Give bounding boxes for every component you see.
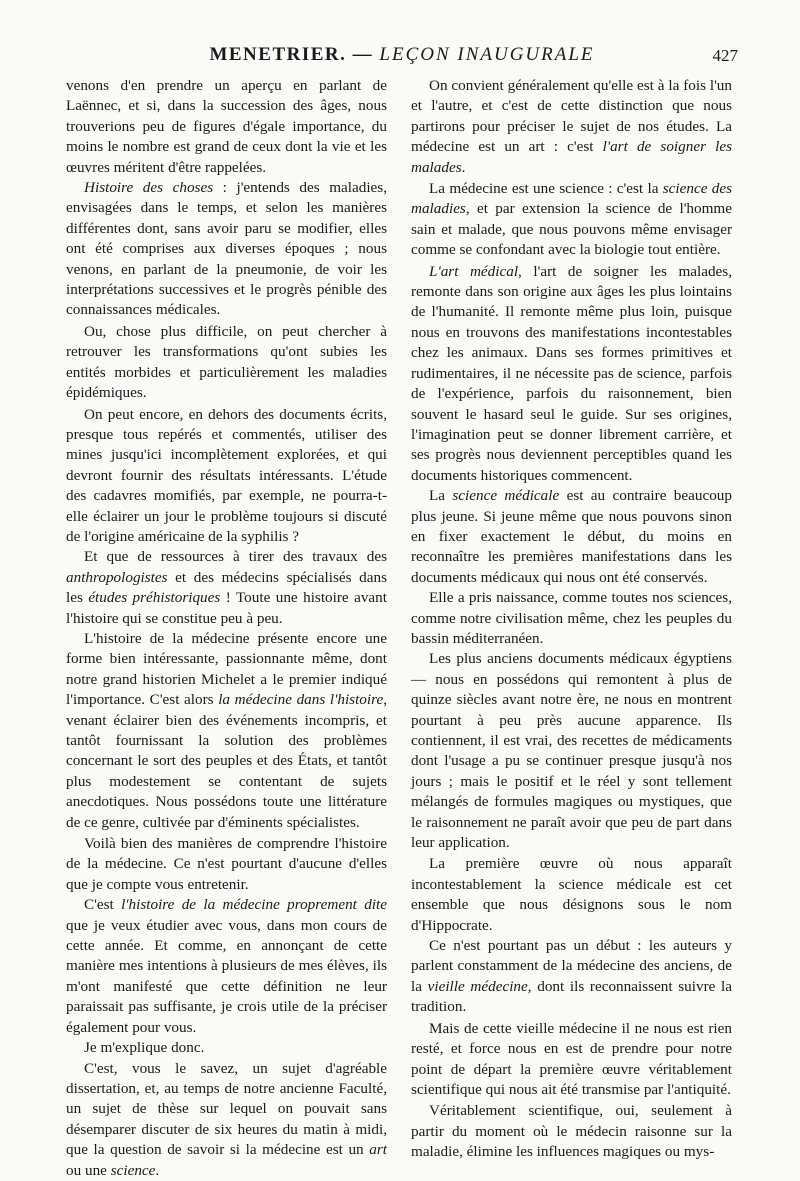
paragraph [411, 1019, 732, 1101]
text: Et que de ressources à tirer des travaux des [84, 548, 387, 566]
italic-text: L'art médical [429, 262, 519, 280]
text: ou une [66, 1161, 111, 1179]
italic-text: vieille médecine [427, 977, 528, 995]
text: Mais de cette vieille médecine il ne nous est rien resté, et force nous en est de prendre pour notre point de départ la première œuvre véritablement scientifique qui nous ait été transmise par l'antiquité. [411, 1019, 732, 1098]
text: On peut encore, en dehors des documents écrits, presque tous repérés et commentés, utiliser des mines jusqu'ici incomplètement explorées, et qui devront fournir des résultats intéressants. L'étude des cadavres momifiés, par exemple, ne pourra-t-elle éclairer un jour le problème toujours si discuté de l'origine américaine de la syphilis ? [66, 405, 387, 545]
paragraph [66, 322, 387, 404]
paragraph [411, 649, 732, 853]
text: . [461, 158, 466, 176]
running-title [66, 44, 738, 66]
text: , dont ils reconnaissent suivre la tradition. [411, 977, 732, 1016]
italic-text: Histoire des choses [84, 179, 214, 197]
paragraph [66, 1059, 387, 1181]
text: La première œuvre où nous apparaît incontestablement la science médicale est cet ensemble que nous désignons sous le nom d'Hippocrate. [411, 855, 732, 934]
paragraph [411, 588, 732, 649]
italic-text: l'histoire de la médecine proprement dite [121, 896, 387, 914]
paragraph [66, 178, 387, 321]
text: Voilà bien des manières de comprendre l'histoire de la médecine. Ce n'est pourtant d'aucune d'elles que je compte vous entretenir. [66, 835, 387, 893]
italic-text: art [369, 1141, 387, 1159]
text: Véritablement scientifique, oui, seulement à partir du moment où le médecin raisonne sur la maladie, élimine les influences magiques ou mys- [411, 1102, 732, 1161]
text: La médecine est une science : c'est la [429, 180, 663, 198]
paragraph [411, 486, 732, 588]
text: venons d'en prendre un aperçu en parlant de Laënnec, et si, dans la succession des âges, nous trouverions peu de figures d'égale importance, du moins le nombre est grand de ceux dont la vie et les œuvres méritent d'être rappelées. [66, 77, 387, 176]
italic-text: la médecine dans l'histoire [218, 691, 384, 709]
paragraph [411, 179, 732, 261]
right-column [411, 76, 732, 1163]
text: Ou, chose plus difficile, on peut chercher à retrouver les transformations qu'ont subies les entités morbides et particulièrement les maladies épidémiques. [66, 322, 387, 402]
paragraph [411, 262, 732, 486]
text: Les plus anciens documents médicaux égyptiens — nous en possédons qui remontent à plus de quinze siècles avant notre ère, ne nous en montrent pourtant à peu près aucune apparence. Ils contiennent, il est vrai, des recettes de médicaments dont l'usage a pu se continuer presque jusqu'à nos jours ; mais le positif et le réel y sont tellement mélangés de formules magiques ou mystiques, que le raisonnement ne paraît avoir que peu de part dans leur application. [411, 650, 732, 852]
paragraph [66, 547, 387, 629]
italic-text: science [110, 1161, 156, 1179]
title-italic: LEÇON INAUGURALE [379, 44, 595, 65]
page-number: 427 [712, 46, 738, 65]
paragraph [66, 76, 387, 178]
paragraph [66, 895, 387, 1038]
text: On convient généralement qu'elle est à la fois l'un et l'autre, et c'est de cette distinction que nous partirons pour préciser le sujet de nos études. La médecine est un art : c'est [411, 77, 732, 156]
text: , venant éclairer bien des événements incompris, et tantôt fournissant la solution des problèmes concernant le sort des peuples et des États, et tantôt plus modestement se contentant de sujets anecdotiques. Nous possédons toute une littérature de ce genre, cultivée par d'éminents spécialistes. [66, 691, 387, 831]
italic-text: science médicale [452, 487, 560, 505]
paragraph [66, 405, 387, 548]
paragraph [66, 1038, 387, 1058]
text: . [155, 1161, 160, 1179]
text: Ce n'est pourtant pas un début : les auteurs y parlent constamment de la médecine des anciens, de la [411, 937, 732, 995]
paragraph [411, 1101, 732, 1162]
paragraph [411, 76, 732, 178]
title-main: MENETRIER. — [209, 44, 380, 65]
paragraph [411, 936, 732, 1018]
paragraph [411, 854, 732, 936]
text: Je m'explique donc. [84, 1039, 205, 1057]
paragraph [66, 629, 387, 833]
italic-text: l'art de soigner les malades [411, 138, 732, 176]
text: La [429, 487, 453, 505]
text: C'est, vous le savez, un sujet d'agréable dissertation, et, au temps de notre ancienne Faculté, un sujet de thèse sur lequel on pouvait sans désemparer discuter de six heures du matin à midi, que la question de savoir si la médecine est un [66, 1059, 387, 1159]
text: ! Toute une histoire avant l'histoire qui se constitue peu à peu. [66, 589, 387, 627]
text: est au contraire beaucoup plus jeune. Si jeune même que nous pouvons sinon en fixer exactement le début, du moins en reconnaître les premières manifestations dans les documents médicaux qui nous ont été conservés. [411, 487, 732, 586]
running-header [66, 44, 738, 72]
text: , l'art de soigner les malades, remonte dans son origine aux âges les plus lointains de l'humanité. Il remonte même plus loin, puisque nous en trouvons des manifestations incontestables chez les animaux. Dans ses formes primitives et rudimentaires, il ne nécessite pas de science, parfois de l'expérience, parfois du raisonnement, bien souvent le hasard seul le guide. Sur ses origines, l'imagination peut se donner librement carrière, et ses progrès nous deviennent perceptibles quand les documents historiques commencent. [411, 262, 732, 484]
left-column [66, 76, 387, 1181]
italic-text: études préhistoriques [88, 589, 221, 607]
text: : j'entends des maladies, envisagées dans le temps, et selon les manières différentes dont, sans avoir paru se modifier, elles ont été comprises aux diverses époques ; nous venons, en parlant de la pneumonie, de voir les interprétations successives et le progrès pénible des connaissances médicales. [66, 179, 387, 319]
text: C'est [84, 896, 122, 914]
text: que je veux étudier avec vous, dans mon cours de cette année. Et comme, en annonçant de cette manière mes intentions à plusieurs de mes élèves, ils m'ont manifesté que cette définition ne leur paraissait pas suffisante, je crois utile de la préciser également pour vous. [66, 916, 387, 1036]
text: , et par extension la science de l'homme sain et malade, que nous pouvons même envisager comme se confondant avec la biologie tout entière. [411, 200, 732, 259]
paragraph [66, 834, 387, 895]
text: Elle a pris naissance, comme toutes nos sciences, comme notre civilisation même, chez les peuples du bassin méditerranéen. [411, 589, 732, 647]
italic-text: anthropologistes [66, 568, 168, 586]
text: et des médecins spécialisés dans les [66, 568, 387, 607]
italic-text: science des maladies [411, 180, 732, 218]
text: L'histoire de la médecine présente encore une forme bien intéressante, passionnante même, dont notre grand historien Michelet a le premier indiqué l'importance. C'est alors [66, 629, 387, 709]
